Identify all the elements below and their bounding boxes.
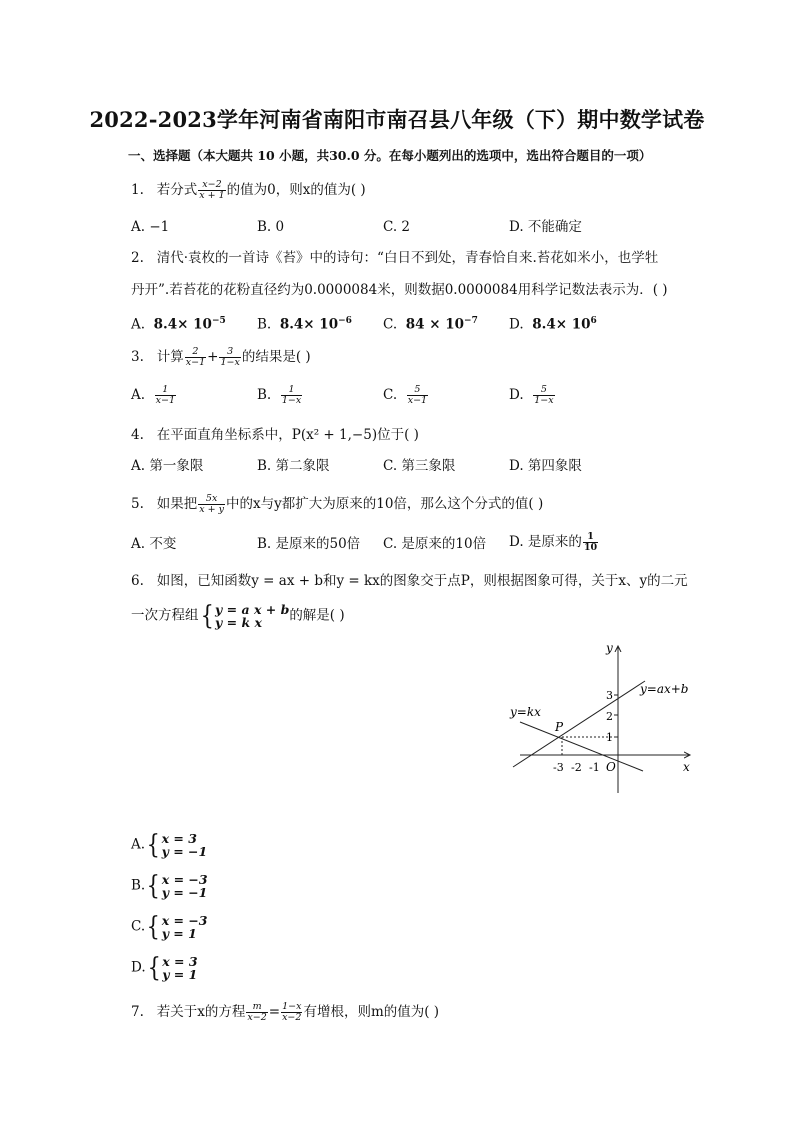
question-text: 中的x与y都扩大为原来的10倍，那么这个分式的值( ) — [226, 496, 544, 512]
question-number: 6. — [131, 573, 144, 589]
question-6-line2: 一次方程组{ y = a x + b y = k x 的解是( ) — [131, 601, 345, 631]
question-1 — [131, 180, 366, 201]
question-2 — [131, 249, 658, 267]
q4-option-d[interactable]: D. 第四象限 — [509, 458, 582, 474]
point-p-label: P — [555, 720, 564, 734]
fraction: $\frac{3}{1-x}$ — [220, 346, 240, 368]
equation-system: y = a x + b y = k x — [215, 602, 290, 630]
function-graph — [500, 636, 700, 801]
question-5 — [131, 494, 543, 515]
fraction: $\frac{2}{x-1}$ — [185, 346, 206, 368]
x-axis-label: x — [683, 760, 690, 774]
page-title: 2022-2023学年河南省南阳市南召县八年级（下）期中数学试卷 — [89, 107, 705, 132]
fraction: $\frac{5x}{x + y}$ — [199, 493, 224, 515]
q1-option-a[interactable]: A. −1 — [131, 219, 170, 235]
question-6 — [131, 572, 688, 590]
q2-option-c[interactable]: C. $84 \times 10^{-7}$ — [383, 316, 478, 333]
fraction: $\frac{x-2}{x + 1}$ — [199, 179, 225, 201]
fraction: $\frac{1-x}{x-2}$ — [282, 1001, 302, 1023]
q3-option-d[interactable]: D. $\frac{5}{1-x}$ — [509, 384, 554, 406]
question-text: 如果把 — [156, 496, 198, 512]
q1-option-b[interactable]: B. 0 — [257, 219, 285, 235]
q2-option-b[interactable]: B. $8.4\times 10^{-6}$ — [257, 316, 352, 333]
q5-option-c[interactable]: C. 是原来的10倍 — [383, 536, 487, 552]
line-y-ax-b — [513, 681, 645, 767]
question-text: 若关于x的方程 — [156, 1004, 246, 1020]
question-2-line2: 丹开”.若苔花的花粉直径约为0.0000084米，则数据0.0000084用科学记数法表示为．( ) — [131, 282, 668, 298]
question-text: 如图，已知函数y = ax + b和y = kx的图象交于点P，则根据图象可得，关于x、y的二元 — [156, 573, 688, 589]
q1-option-c[interactable]: C. 2 — [383, 219, 411, 235]
q6-option-a[interactable]: A.{ x = 3 y = −1 — [131, 830, 208, 860]
question-number: 5. — [131, 496, 144, 512]
section-heading: 一、选择题（本大题共 10 小题，共30.0 分。在每小题列出的选项中，选出符合题目的一项） — [128, 148, 652, 163]
q5-option-a[interactable]: A. 不变 — [131, 536, 177, 552]
fraction: $\frac{m}{x-2}$ — [247, 1001, 267, 1023]
question-text: 的结果是( ) — [241, 349, 311, 365]
question-7: 7. 若关于x的方程 $\frac{m}{x-2}$ = $\frac{1-x}{x-2}$ 有增根，则m的值为( ) — [131, 1001, 440, 1023]
q4-option-c[interactable]: C. 第三象限 — [383, 458, 456, 474]
q5-option-d[interactable]: D. 是原来的 $\frac{1}{10}$ — [509, 531, 598, 553]
question-4 — [131, 426, 419, 444]
x-tick-neg1: -1 — [589, 761, 600, 774]
x-tick-neg2: -2 — [571, 761, 582, 774]
question-text: 在平面直角坐标系中，P(x² + 1,−5)位于( ) — [156, 427, 419, 443]
q2-option-a[interactable]: A. $8.4\times 10^{-5}$ — [131, 316, 226, 333]
y-axis-label: y — [606, 641, 613, 655]
question-number: 4. — [131, 427, 144, 443]
q3-option-b[interactable]: B. $\frac{1}{1-x}$ — [257, 384, 302, 406]
y-tick-2: 2 — [606, 710, 613, 723]
question-text: 清代·袁枚的一首诗《苔》中的诗句：“白日不到处，青春恰自来.苔花如米小，也学牡 — [156, 250, 659, 266]
q5-option-b[interactable]: B. 是原来的50倍 — [257, 536, 361, 552]
question-number: 2. — [131, 250, 144, 266]
q6-option-d[interactable]: D.{ x = 3 y = 1 — [131, 953, 198, 983]
question-number: 7. — [131, 1004, 144, 1020]
question-text: 计算 — [156, 349, 184, 365]
q6-option-b[interactable]: B.{ x = −3 y = −1 — [131, 871, 208, 901]
q2-option-d[interactable]: D. $8.4\times 10^6$ — [509, 316, 597, 333]
q3-option-a[interactable]: A. $\frac{1}{x-1}$ — [131, 384, 176, 406]
q6-option-c[interactable]: C.{ x = −3 y = 1 — [131, 912, 208, 942]
line-ax-b-label: y=ax+b — [640, 682, 689, 696]
origin-label: O — [606, 760, 616, 774]
x-tick-neg3: -3 — [553, 761, 564, 774]
question-3: 3. 计算 $\frac{2}{x-1}$ + $\frac{3}{1-x}$ 的结果是( ) — [131, 346, 311, 368]
q3-option-c[interactable]: C. $\frac{5}{x-1}$ — [383, 384, 428, 406]
q1-option-d[interactable]: D. 不能确定 — [509, 219, 582, 235]
question-text: 的值为0，则x的值为( ) — [226, 182, 366, 198]
question-text: 若分式 — [156, 182, 198, 198]
y-tick-1: 1 — [606, 731, 613, 744]
q4-option-a[interactable]: A. 第一象限 — [131, 458, 204, 474]
y-tick-3: 3 — [606, 689, 613, 702]
question-number: 1. — [131, 182, 144, 198]
q4-option-b[interactable]: B. 第二象限 — [257, 458, 330, 474]
question-number: 3. — [131, 349, 144, 365]
question-text: 有增根，则m的值为( ) — [303, 1004, 440, 1020]
line-kx-label: y=kx — [510, 705, 541, 719]
